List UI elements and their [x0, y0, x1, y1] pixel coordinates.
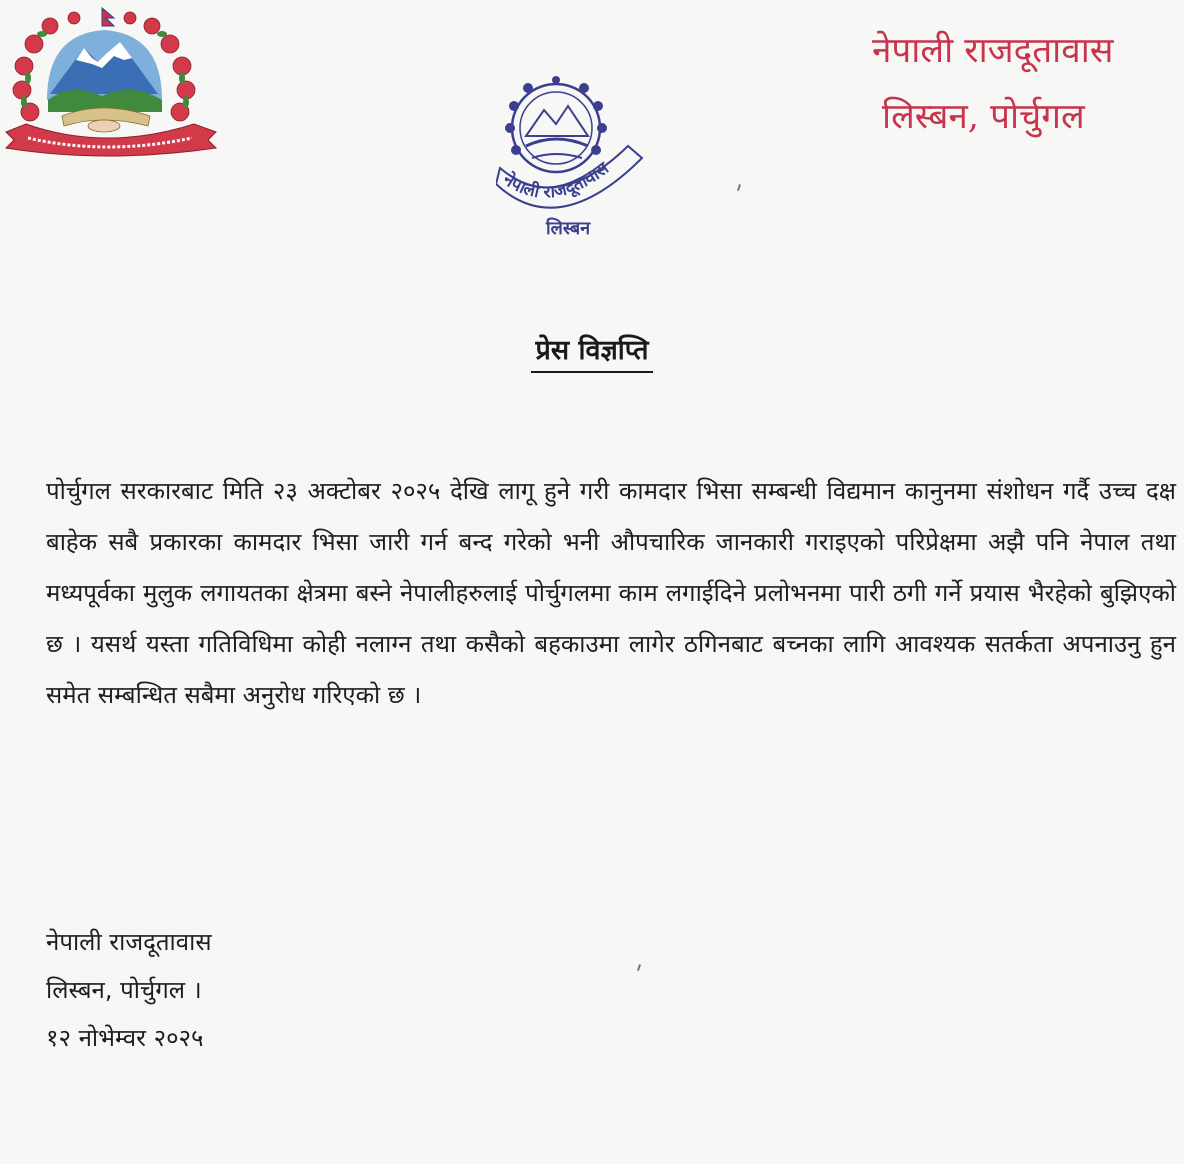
signature-date: १२ नोभेम्वर २०२५: [46, 1024, 204, 1052]
signature-location: लिस्बन, पोर्चुगल ।: [46, 976, 202, 1004]
signature-embassy-name: नेपाली राजदूतावास: [46, 928, 212, 956]
letterhead-location: लिस्बन, पोर्चुगल: [882, 97, 1085, 137]
letterhead: [872, 18, 1178, 150]
seal-arc-text: नेपाली राजदूतावास: [499, 158, 613, 203]
signature-block: [46, 918, 546, 1062]
page-title: [0, 330, 1184, 373]
scan-speck: [637, 964, 641, 971]
press-release-title: प्रेस विज्ञप्ति: [531, 330, 652, 373]
scan-speck: [737, 184, 741, 191]
seal-bottom-text: लिस्बन: [546, 218, 591, 239]
press-release-body: पोर्चुगल सरकारबाट मिति २३ अक्टोबर २०२५ देखि लागू हुने गरी कामदार भिसा सम्बन्धी विद्यमान कानुनमा संशोधन गर्दै उच्च दक्ष बाहेक सबै प्रकारका कामदार भिसा जारी गर्न बन्द गरेको भनी औपचारिक जानकारी गराइएको परिप्रेक्षमा अझै पनि नेपाल तथा मध्यपूर्वका मुलुक लगायतका क्षेत्रमा बस्ने नेपालीहरुलाई पोर्चुगलमा काम लगाईदिने प्रलोभनमा पारी ठगी गर्ने प्रयास भैरहेको बुझिएको छ । यसर्थ यस्ता गतिविधिमा कोही नलाग्न तथा कसैको बहकाउमा लागेर ठगिनबाट बच्नका लागि आवश्यक सतर्कता अपनाउनु हुन समेत सम्बन्धित सबैमा अनुरोध गरिएको छ ।: [46, 477, 1176, 709]
embassy-seal-icon: [496, 66, 662, 242]
letterhead-embassy-name: नेपाली राजदूतावास: [872, 31, 1114, 71]
nepal-coat-of-arms-icon: [2, 4, 220, 164]
